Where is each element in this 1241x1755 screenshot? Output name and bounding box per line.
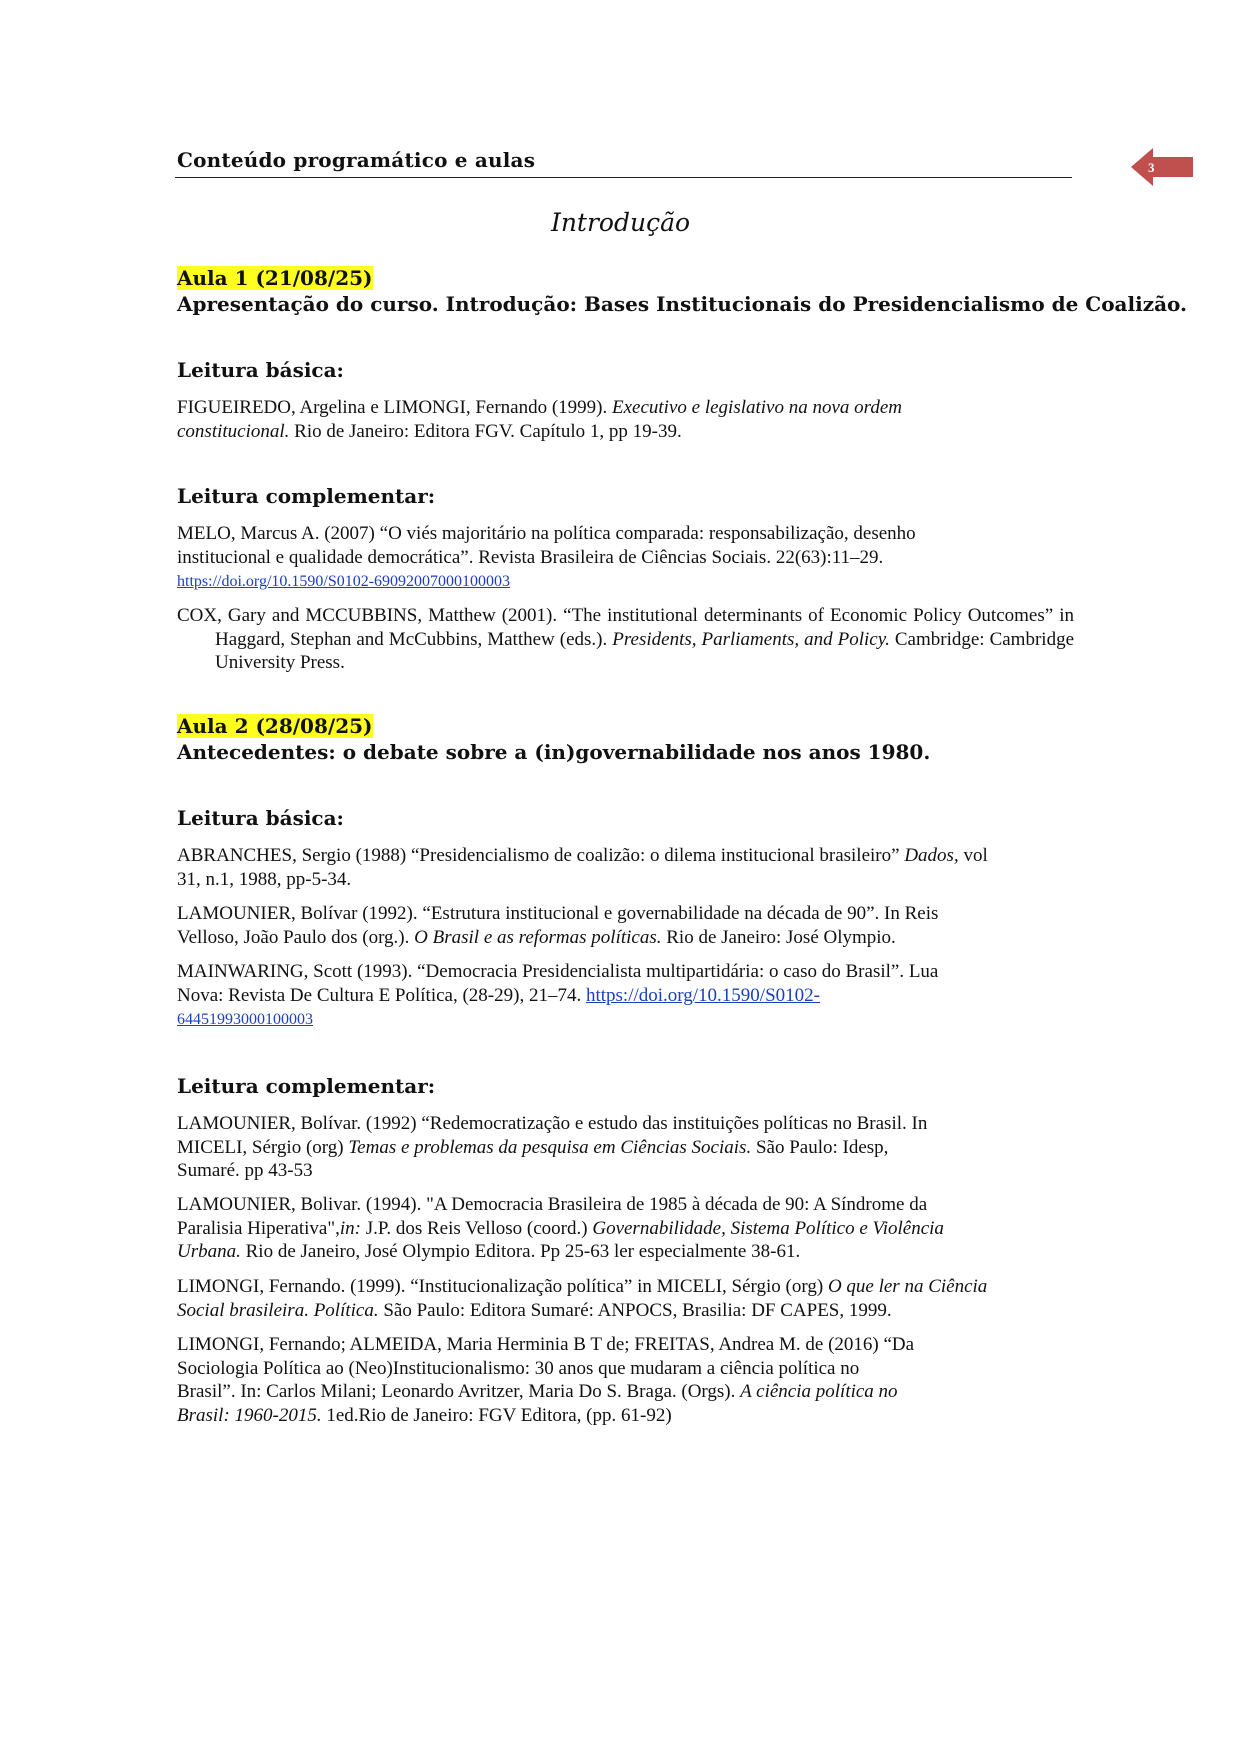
aula-1-complementar-heading: Leitura complementar: <box>177 484 436 508</box>
aula-2-basica-ref-1: ABRANCHES, Sergio (1988) “Presidencialismo de coalizão: o dilema institucional brasileiro” Dados, vol 31, n.1, 1988, pp-5-34. <box>177 845 988 890</box>
page-header-title: Conteúdo programático e aulas <box>177 148 536 172</box>
aula-2-label: Aula 2 (28/08/25) <box>177 714 373 738</box>
aula-1-topic: Apresentação do curso. Introdução: Bases Institucionais do Presidencialismo de Coalizão. <box>177 292 1187 316</box>
doi-link-mainwaring-cont[interactable]: 64451993000100003 <box>177 1011 313 1028</box>
aula-2-heading <box>177 713 1077 765</box>
aula-1-basica-ref-1: FIGUEIREDO, Argelina e LIMONGI, Fernando (1999). Executivo e legislativo na nova ordem constitucional. Rio de Janeiro: Editora FGV. Capítulo 1, pp 19-39. <box>177 397 903 442</box>
aula-1-complementar-ref-2: COX, Gary and MCCUBBINS, Matthew (2001). “The institutional determinants of Economic Policy Outcomes” in Haggard, Stephan and McCubbins, Matthew (eds.). Presidents, Parliaments, and Policy. Cambridge: Cambridge University Press. <box>177 605 1074 673</box>
doi-link-mainwaring[interactable]: https://doi.org/10.1590/S0102- <box>585 984 820 1006</box>
section-title: Introdução <box>550 208 691 237</box>
aula-1-complementar-ref-1: MELO, Marcus A. (2007) “O viés majoritário na política comparada: responsabilização, desenho institucional e qualidade democrática”. Revista Brasileira de Ciências Sociais. 22(63):11–29. https://doi.org/10.1590/S0102-69092007000100003 <box>177 523 916 590</box>
aula-1-label: Aula 1 (21/08/25) <box>177 266 373 290</box>
aula-1-heading <box>177 265 1187 317</box>
aula-2-complementar-ref-1: LAMOUNIER, Bolívar. (1992) “Redemocratização e estudo das instituições políticas no Brasil. In MICELI, Sérgio (org) Temas e problemas da pesquisa em Ciências Sociais. São Paulo: Idesp, Sumaré. pp 43-53 <box>177 1113 928 1181</box>
page-number-arrow-icon <box>1131 148 1193 186</box>
aula-2-topic: Antecedentes: o debate sobre a (in)governabilidade nos anos 1980. <box>177 740 931 764</box>
aula-2-complementar-ref-3: LIMONGI, Fernando. (1999). “Institucionalização política” in MICELI, Sérgio (org) O que ler na Ciência Social brasileira. Política. São Paulo: Editora Sumaré: ANPOCS, Brasilia: DF CAPES, 1999. <box>177 1276 988 1321</box>
aula-2-basica-ref-3: MAINWARING, Scott (1993). “Democracia Presidencialista multipartidária: o caso do Brasil”. Lua Nova: Revista De Cultura E Política, (28-29), 21–74. https://doi.org/10.1590/S0102- 64451993000100003 <box>177 961 939 1028</box>
aula-2-complementar-heading: Leitura complementar: <box>177 1074 436 1098</box>
doi-link-melo[interactable]: https://doi.org/10.1590/S0102-69092007000100003 <box>177 573 511 590</box>
page-number: 3 <box>1148 160 1155 175</box>
aula-2-complementar-ref-2: LAMOUNIER, Bolivar. (1994). "A Democracia Brasileira de 1985 à década de 90: A Síndrome da Paralisia Hiperativa",in: J.P. dos Reis Velloso (coord.) Governabilidade, Sistema Político e Violência Urbana. Rio de Janeiro, José Olympio Editora. Pp 25-63 ler especialmente 38-61. <box>177 1194 944 1262</box>
aula-2-basica-heading: Leitura básica: <box>177 806 344 830</box>
aula-1-basica-heading: Leitura básica: <box>177 358 344 382</box>
aula-2-basica-ref-2: LAMOUNIER, Bolívar (1992). “Estrutura institucional e governabilidade na década de 90”. In Reis Velloso, João Paulo dos (org.). O Brasil e as reformas políticas. Rio de Janeiro: José Olympio. <box>177 903 939 948</box>
aula-2-complementar-ref-4: LIMONGI, Fernando; ALMEIDA, Maria Herminia B T de; FREITAS, Andrea M. de (2016) “Da Sociologia Política ao (Neo)Institucionalismo: 30 anos que mudaram a ciência política no Brasil”. In: Carlos Milani; Leonardo Avritzer, Maria Do S. Braga. (Orgs). A ciência política no Brasil: 1960-2015. 1ed.Rio de Janeiro: FGV Editora, (pp. 61-92) <box>177 1334 915 1426</box>
header-divider <box>175 177 1072 178</box>
